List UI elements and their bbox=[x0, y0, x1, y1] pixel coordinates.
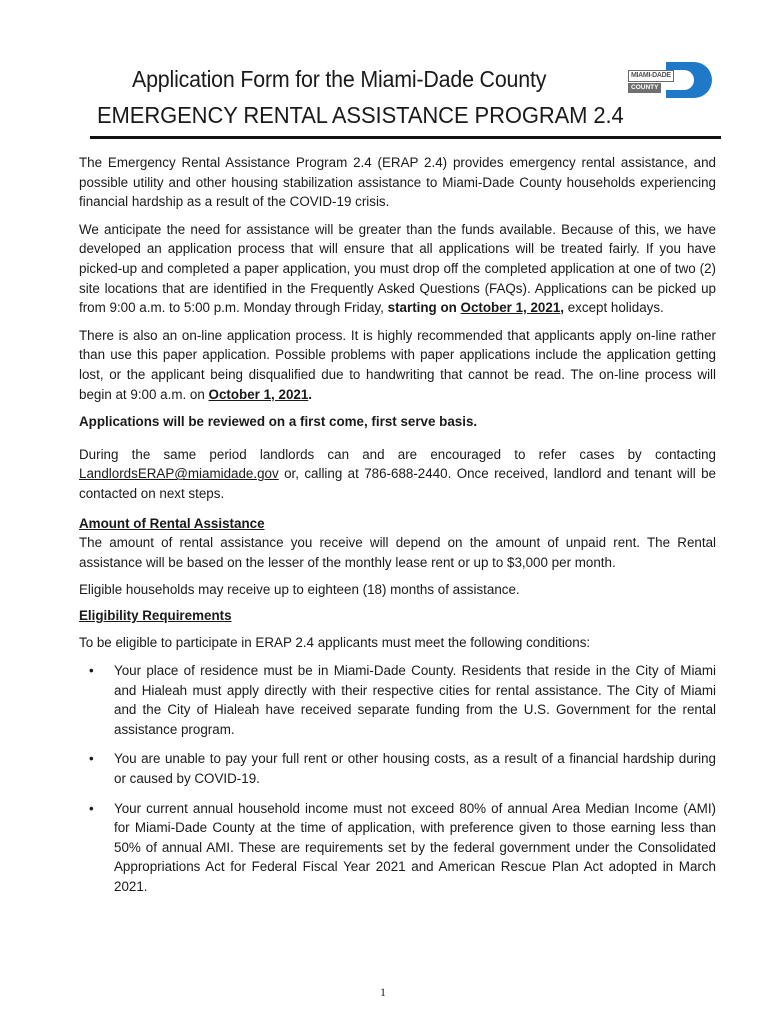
header-divider bbox=[90, 136, 721, 139]
online-start-date-period: . bbox=[308, 386, 313, 402]
page-number: 1 bbox=[380, 985, 386, 999]
eligibility-item-text: Your current annual household income must not exceed 80% of annual Area Median Income (AMI) for Miami-Dade County at the time of application, with preference given to those earning less than 50% of annual AMI. These are requirements set by the federal government under the Consolidated Appropriations Act for Federal Fiscal Year 2021 and American Rescue Plan Act adopted in March 2021. bbox=[114, 800, 716, 894]
bullet-icon: • bbox=[89, 751, 94, 767]
intro-paragraph-2 bbox=[79, 220, 716, 318]
months-paragraph: Eligible households may receive up to eighteen (18) months of assistance. bbox=[79, 582, 520, 598]
start-date-comma: , bbox=[560, 300, 565, 316]
amount-section-heading: Amount of Rental Assistance bbox=[79, 515, 265, 531]
intro-paragraph-2-tail: except holidays. bbox=[564, 300, 664, 316]
start-date: October 1, 2021 bbox=[460, 300, 561, 316]
miami-dade-county-logo bbox=[628, 62, 712, 98]
logo-text-miami-dade: MIAMI-DADE bbox=[628, 70, 674, 82]
eligibility-item bbox=[79, 661, 716, 739]
eligibility-section-heading: Eligibility Requirements bbox=[79, 607, 232, 623]
landlord-email-link[interactable]: LandlordsERAP@miamidade.gov bbox=[79, 466, 279, 482]
intro-paragraph-3-text: There is also an on-line application process. It is highly recommended that applicants apply on-line rather than use this paper application. Possible problems with paper applications include the application getting lost, or the applicant being disqualified due to handwriting that cannot be read. The on-line process will begin at 9:00 a.m. on bbox=[79, 327, 716, 402]
eligibility-intro: To be eligible to participate in ERAP 2.4 applicants must meet the following conditions: bbox=[79, 635, 591, 651]
eligibility-item-text: You are unable to pay your full rent or other housing costs, as a result of a financial hardship during or caused by COVID-19. bbox=[114, 751, 716, 787]
eligibility-item bbox=[79, 799, 716, 897]
eligibility-item-text: Your place of residence must be in Miami-Dade County. Residents that reside in the City of Miami and Hialeah must apply directly with their respective cities for rental assistance. The City of Miami and the City of Hialeah have received separate funding from the U.S. Government for the rental assistance program. bbox=[114, 663, 716, 737]
eligibility-item bbox=[79, 749, 716, 788]
document-body bbox=[79, 153, 716, 907]
bullet-icon: • bbox=[89, 663, 94, 679]
start-date-prefix: starting on bbox=[387, 300, 461, 316]
intro-paragraph-1: The Emergency Rental Assistance Program 2.4 (ERAP 2.4) provides emergency rental assistance, and possible utility and other housing stabilization assistance to Miami-Dade County households experiencing financial hardship as a result of the COVID-19 crisis. bbox=[79, 155, 716, 210]
landlord-paragraph-text: During the same period landlords can and are encouraged to refer cases by contacting bbox=[79, 446, 716, 462]
first-come-notice: Applications will be reviewed on a first come, first serve basis. bbox=[79, 414, 478, 430]
landlord-paragraph bbox=[79, 445, 716, 504]
landlord-paragraph-tail: or, calling at 786-688-2440. Once received, landlord and tenant will be contacted on next steps. bbox=[79, 466, 716, 501]
logo-text-county: COUNTY bbox=[628, 83, 661, 93]
program-title: EMERGENCY RENTAL ASSISTANCE PROGRAM 2.4 bbox=[97, 102, 624, 128]
intro-paragraph-3 bbox=[79, 326, 716, 404]
online-start-date: October 1, 2021 bbox=[208, 386, 309, 402]
intro-paragraph-2-text: We anticipate the need for assistance will be greater than the funds available. Because of this, we have developed an application process that will ensure that all applications will be treated fairly. If you have picked-up and completed a paper application, you must drop off the completed application at one of two (2) site locations that are identified in the Frequently Asked Questions (FAQs). Applications can be picked up from 9:00 a.m. to 5:00 p.m. Monday through Friday, bbox=[79, 221, 716, 316]
eligibility-list bbox=[79, 661, 716, 897]
amount-paragraph: The amount of rental assistance you receive will depend on the amount of unpaid rent. The Rental assistance will be based on the lesser of the monthly lease rent or up to $3,000 per month. bbox=[79, 535, 716, 570]
form-title: Application Form for the Miami-Dade County bbox=[132, 66, 547, 92]
bullet-icon: • bbox=[89, 800, 94, 816]
